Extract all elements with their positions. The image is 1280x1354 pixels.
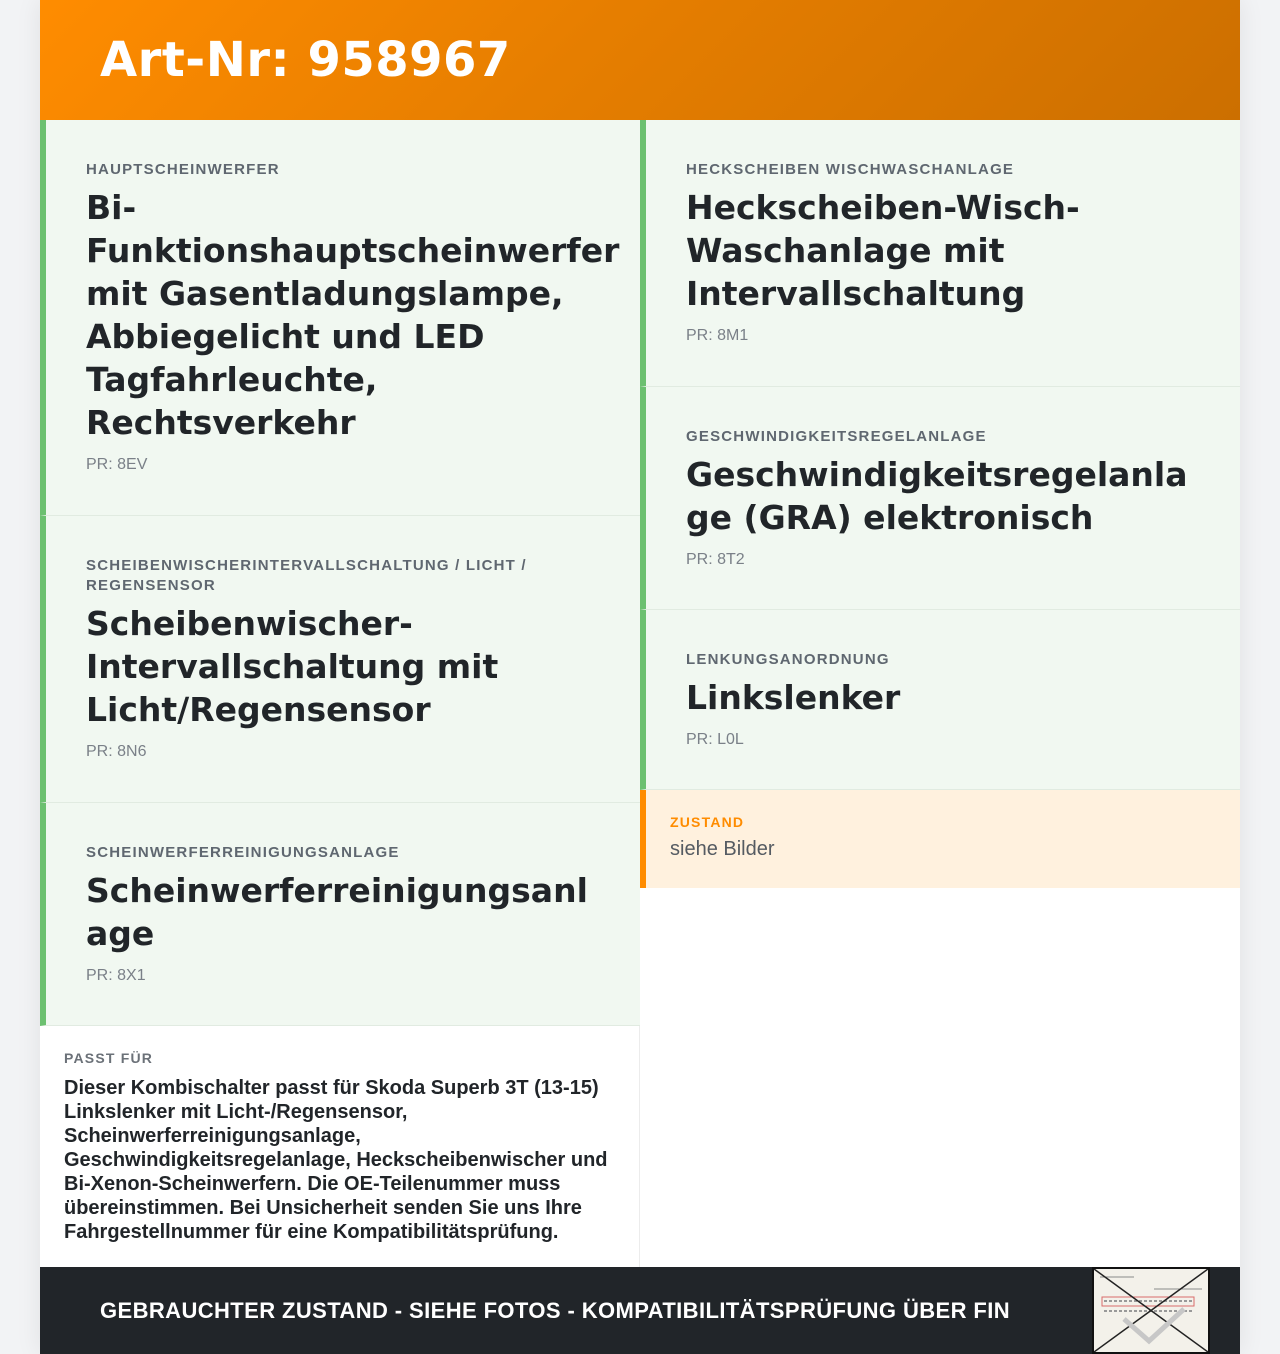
condition-value: siehe Bilder [670, 838, 775, 860]
feature-title-text: Bi-Funktionshauptscheinwerfer mit Gasentladungslampe, Abbiegelicht und LED Tagfahrleuchte, Rechtsverkehr [86, 188, 620, 442]
feature-card [40, 803, 640, 1026]
footer-bar [40, 1267, 1240, 1354]
feature-card [640, 120, 1240, 387]
compatibility-section [40, 1026, 640, 1268]
feature-title: Geschwindigkeitsregelanlage (GRA) elektronisch [686, 455, 1188, 537]
feature-card [640, 387, 1240, 610]
footer-text: GEBRAUCHTER ZUSTAND - SIEHE FOTOS - KOMPATIBILITÄTSPRÜFUNG ÜBER FIN [100, 1297, 1011, 1323]
feature-title: Linkslenker [686, 678, 901, 717]
feature-category: HECKSCHEIBEN WISCHWASCHANLAGE [686, 161, 1015, 178]
feature-pr-code: PR: 8EV [86, 456, 148, 473]
document-thumbnail-icon [1094, 1269, 1208, 1352]
feature-category: HAUPTSCHEINWERFER [86, 161, 280, 178]
feature-category: LENKUNGSANORDNUNG [686, 651, 890, 668]
compatibility-label: PASST FÜR [64, 1050, 154, 1066]
feature-category: GESCHWINDIGKEITSREGELANLAGE [686, 428, 987, 445]
feature-card [40, 120, 640, 516]
feature-pr-code: PR: 8X1 [86, 967, 146, 984]
feature-pr-code: PR: 8M1 [686, 327, 749, 344]
feature-category: SCHEIBENWISCHERINTERVALLSCHALTUNG / LICHT / REGENSENSOR [86, 557, 527, 594]
thumbnail-image [1092, 1267, 1210, 1354]
condition-label: ZUSTAND [670, 814, 745, 830]
feature-grid [40, 120, 1240, 1267]
feature-title [86, 186, 620, 444]
feature-title: Scheibenwischer-Intervallschaltung mit Licht/Regensensor [86, 604, 499, 729]
feature-category: SCHEINWERFERREINIGUNGSANLAGE [86, 844, 400, 861]
right-column [640, 120, 1240, 888]
left-column [40, 120, 640, 1268]
feature-card [640, 610, 1240, 790]
feature-card [40, 516, 640, 803]
feature-pr-code: PR: 8N6 [86, 743, 147, 760]
product-sheet [40, 0, 1240, 1354]
feature-pr-code: PR: L0L [686, 731, 744, 748]
article-number-title: Art-Nr: 958967 [100, 32, 511, 88]
feature-pr-code: PR: 8T2 [686, 551, 745, 568]
feature-title: Heckscheiben-Wisch-Waschanlage mit Intervallschaltung [686, 188, 1080, 313]
compatibility-text: Dieser Kombischalter passt für Skoda Superb 3T (13-15) Linkslenker mit Licht-/Regensensor, Scheinwerferreinigungsanlage, Geschwindigkeitsregelanlage, Heckscheibenwischer und Bi-Xenon-Scheinwerfern. Die OE-Teilenummer muss übereinstimmen. Bei Unsicherheit senden Sie uns Ihre Fahrgestellnummer für eine Kompatibilitätsprüfung. [64, 1077, 608, 1243]
condition-box [640, 790, 1240, 888]
feature-title: Scheinwerferreinigungsanlage [86, 871, 588, 953]
header-bar [40, 0, 1240, 120]
